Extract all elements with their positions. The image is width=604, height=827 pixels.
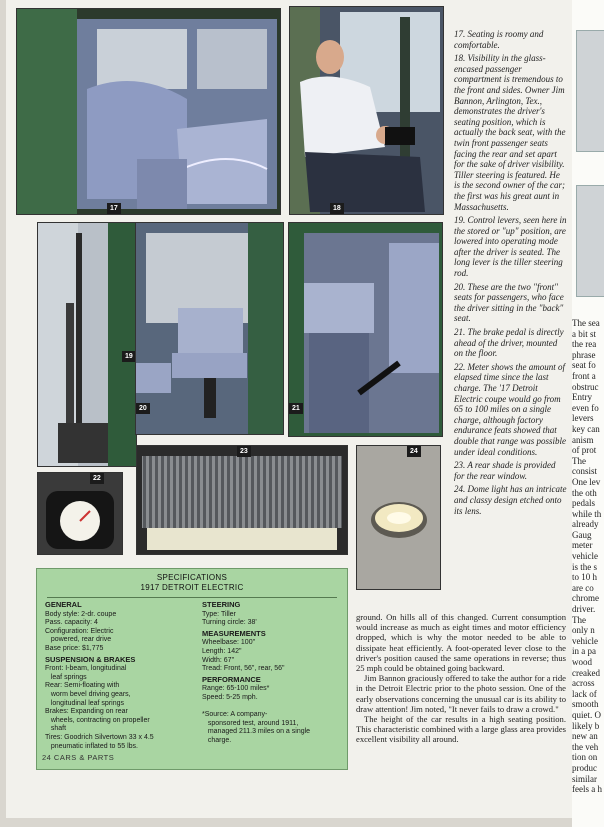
- photo-23-image: [137, 446, 347, 554]
- facing-page-line: the rea: [572, 339, 597, 350]
- photo-17-interior-seats: [16, 8, 281, 215]
- spec-line: worm bevel driving gears,: [45, 690, 131, 698]
- facing-page-line: new an: [572, 731, 598, 742]
- specifications-box: [36, 568, 348, 770]
- spec-line: charge.: [202, 736, 232, 744]
- facing-page-line: likely b: [572, 720, 600, 731]
- facing-page-line: phrase: [572, 349, 596, 360]
- spec-line: Front: I-beam, longitudinal: [45, 665, 127, 673]
- caption-22: 22. Meter shows the amount of elapsed time since the last charge. The '17 Detroit Electric coupe would go from 65 to 100 miles on a single charge, although factory endurance feats showed that double that range was possible under ideal conditions.: [454, 361, 566, 457]
- facing-page-line: meter: [572, 540, 593, 551]
- caption-19: 19. Control levers, seen here in the stored or "up" position, are lowered into operating mode after the driver is seated. The long lever is the tiller steering rod.: [454, 215, 567, 279]
- facing-page-line: in a pa: [572, 646, 596, 657]
- spec-line: sponsored test, around 1911,: [202, 719, 299, 727]
- spec-line: Base price: $1,775: [45, 644, 104, 652]
- facing-page-line: feels a h: [572, 784, 602, 795]
- facing-page-line: wood: [572, 657, 592, 667]
- spec-line: Wheelbase: 100": [202, 639, 256, 647]
- facing-page-line: The: [572, 455, 586, 466]
- photo-21-image: [289, 223, 442, 436]
- spec-line: Width: 67": [202, 656, 235, 664]
- spec-line: leaf springs: [45, 673, 87, 681]
- photo-17-image: [17, 9, 280, 214]
- spec-line: powered, rear drive: [45, 636, 112, 644]
- magazine-page: [6, 0, 572, 818]
- spec-line: Turning circle: 38': [202, 619, 257, 627]
- photo-20-front-seats: [135, 222, 284, 435]
- photo-number: 20: [136, 403, 150, 414]
- facing-page-line: are co: [572, 582, 594, 593]
- facing-page-line: a bit st: [572, 328, 596, 339]
- photo-24-image: [357, 446, 440, 589]
- spec-title-line2: 1917 DETROIT ELECTRIC: [140, 583, 244, 592]
- spec-line: Tread: Front, 56", rear, 56": [202, 665, 285, 673]
- photo-number: 22: [90, 473, 104, 484]
- facing-page-line: only n: [572, 625, 595, 636]
- spec-heading: MEASUREMENTS: [202, 628, 266, 638]
- caption-21: 21. The brake pedal is directly ahead of the driver, mounted on the floor.: [454, 327, 564, 359]
- caption-23: 23. A rear shade is provided for the rear window.: [454, 460, 556, 481]
- photo-24-dome-light: [356, 445, 441, 590]
- facing-page-line: seat fo: [572, 360, 596, 371]
- facing-page-line: driver.: [572, 604, 596, 615]
- spec-line: longitudinal leaf springs: [45, 699, 124, 707]
- spec-line: Pass. capacity: 4: [45, 619, 98, 627]
- caption-24: 24. Dome light has an intricate and classy design etched onto its lens.: [454, 484, 567, 516]
- facing-page-line: lack of: [572, 688, 597, 699]
- spec-title: [37, 573, 347, 593]
- facing-page-line: produc: [572, 762, 597, 773]
- spec-line: Configuration: Electric: [45, 627, 114, 635]
- body-paragraph: The height of the car results in a high seating position. This characteristic combined with a large glass area provides excellent visibility all around.: [356, 714, 566, 745]
- photo-18-image: [290, 7, 443, 214]
- photo-number: 24: [407, 446, 421, 457]
- facing-page-line: tion on: [572, 752, 598, 763]
- facing-page-line: is the s: [572, 561, 598, 572]
- facing-page-line: similar: [572, 773, 597, 784]
- facing-page-line: of prot: [572, 445, 597, 456]
- spec-heading: GENERAL: [45, 600, 82, 609]
- caption-20: 20. These are the two "front" seats for passengers, who face the driver sitting in the "back" seat.: [454, 281, 564, 324]
- facing-page-line: vehicle: [572, 635, 598, 646]
- spec-title-line1: SPECIFICATIONS: [156, 573, 228, 582]
- spec-line: Speed: 5-25 mph.: [202, 693, 258, 701]
- facing-page-line: levers: [572, 413, 594, 424]
- body-paragraph: ground. On hills all of this changed. Current consumption would increase as much as eight times and motor efficiency dropped, which is why the motor needed to be able to dissipate heat efficiently. A foot-operated lever close to the driver's position caused the same operations in reverse; thus 25 mph could be obtained going backward.: [356, 612, 566, 674]
- facing-page-line: across: [572, 678, 595, 689]
- spec-line: Body style: 2-dr. coupe: [45, 610, 117, 618]
- photo-number: 17: [107, 203, 121, 214]
- facing-page-line: creaked: [572, 667, 600, 678]
- spec-line: Range: 65-100 miles*: [202, 685, 270, 693]
- spec-line: managed 211.3 miles on a single: [202, 728, 311, 736]
- facing-page-line: key can: [572, 423, 600, 434]
- facing-page-line: the oth: [572, 487, 597, 498]
- photo-number: 21: [289, 403, 303, 414]
- spec-heading: PERFORMANCE: [202, 674, 261, 684]
- facing-page-line: obstruc: [572, 381, 599, 392]
- spec-line: shaft: [45, 725, 67, 733]
- facing-page-line: front a: [572, 370, 596, 381]
- facing-page-line: Gaug: [572, 529, 592, 540]
- captions-column: [454, 29, 568, 519]
- facing-page-line: to 10 h: [572, 572, 598, 583]
- facing-page-line: The: [572, 614, 586, 625]
- page-footer: 24 CARS & PARTS: [42, 753, 115, 762]
- spec-divider: [47, 597, 337, 598]
- spec-left-column: [45, 599, 205, 751]
- caption-18: 18. Visibility in the glass-encased passenger compartment is tremendous to the front and sides. Owner Jim Bannon, Arlington, Tex., demonstrates the driver's seating position, which is actually the back seat, with the twin front passenger seats facing the rear and set apart for the sake of driver visibility. Tiller steering is featured. He is the second owner of the car; the first was his great aunt in Massachusetts.: [454, 53, 566, 212]
- spec-line: Rear: Semi-floating with: [45, 682, 120, 690]
- photo-19-image: [38, 223, 136, 466]
- article-body-text: [356, 612, 566, 745]
- spec-line: pneumatic inflated to 55 lbs.: [45, 742, 138, 750]
- facing-page-line: The sea: [572, 318, 600, 328]
- spec-heading: STEERING: [202, 600, 241, 609]
- spec-line: Brakes: Expanding on rear: [45, 708, 128, 716]
- facing-page-line: the veh: [572, 741, 599, 752]
- facing-page-photo-top: [576, 30, 604, 152]
- photo-18-driver: [289, 6, 444, 215]
- facing-page-line: One lev: [572, 476, 601, 487]
- facing-page-line: smooth: [572, 699, 599, 710]
- facing-page-line: vehicle: [572, 551, 598, 562]
- facing-page-line: quiet. O: [572, 709, 601, 720]
- spec-right-column: [202, 599, 344, 746]
- caption-17: 17. Seating is roomy and comfortable.: [454, 29, 544, 50]
- facing-page: [572, 0, 604, 827]
- spec-line: Type: Tiller: [202, 610, 236, 618]
- spec-line: Tires: Goodrich Silvertown 33 x 4.5: [45, 733, 154, 741]
- facing-page-line: consist: [572, 466, 598, 477]
- spec-line: [202, 703, 344, 712]
- facing-page-line: already: [572, 519, 599, 530]
- facing-page-line: Entry: [572, 392, 592, 403]
- photo-number: 19: [122, 351, 136, 362]
- facing-page-line: even fo: [572, 402, 599, 413]
- spec-line: wheels, contracting on propeller: [45, 716, 150, 724]
- photo-22-image: [38, 473, 122, 554]
- facing-page-text: [572, 318, 604, 795]
- photo-21-brake-pedal: [288, 222, 443, 437]
- spec-heading: SUSPENSION & BRAKES: [45, 654, 136, 664]
- photo-19-control-levers: [37, 222, 137, 467]
- facing-page-line: while th: [572, 508, 602, 519]
- body-paragraph: Jim Bannon graciously offered to take the author for a ride in the Detroit Electric prior to the photo session. One of the early observations concerning the unusual car is its ability to draw attention! Jim noted, "It never fails to draw a crowd.": [356, 673, 566, 714]
- photo-23-rear-shade: [136, 445, 348, 555]
- photo-22-meter: [37, 472, 123, 555]
- facing-page-line: chrome: [572, 593, 599, 604]
- facing-page-line: anism: [572, 434, 594, 445]
- photo-number: 23: [237, 446, 251, 457]
- spec-line: Length: 142": [202, 647, 242, 655]
- facing-page-line: pedals: [572, 498, 595, 509]
- facing-page-photo-middle: [576, 185, 604, 297]
- photo-20-image: [136, 223, 283, 434]
- spec-line: *Source: A company-: [202, 711, 268, 719]
- photo-number: 18: [330, 203, 344, 214]
